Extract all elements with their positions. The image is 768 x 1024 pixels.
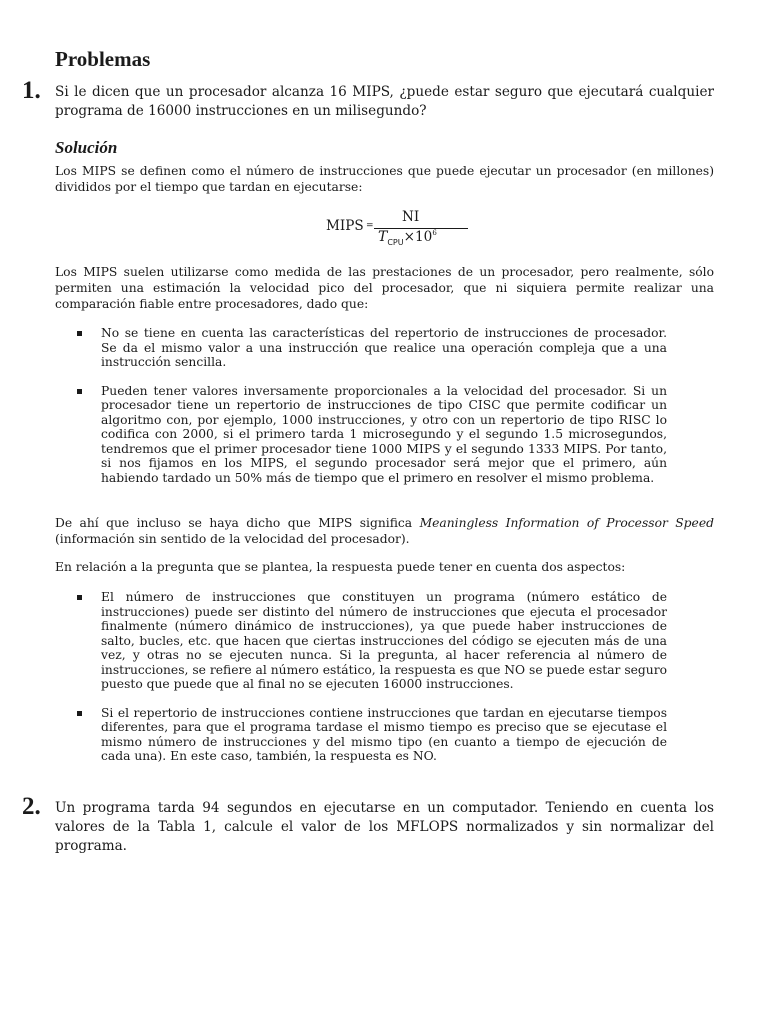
list-item — [55, 706, 667, 764]
formula-exponent: 6 — [432, 229, 437, 237]
mips-meaning-italic: Meaningless Information of Processor Speed — [419, 516, 714, 530]
mips-formula — [326, 209, 466, 249]
solution-label: Solución — [55, 138, 118, 157]
formula-t-subscript: CPU — [387, 238, 404, 247]
mips-meaning-after: (información sin sentido de la velocidad del procesador). — [55, 532, 410, 546]
bullet-icon — [77, 595, 82, 600]
intro-paragraph: Los MIPS se definen como el número de instrucciones que puede ejecutar un procesador (en millones) divididos por el tiempo que tardan en ejecutarse: — [55, 164, 714, 194]
limitations-list — [55, 326, 667, 499]
mips-meaning-before: De ahí que incluso se haya dicho que MIPS significa — [55, 516, 420, 530]
aspects-paragraph: En relación a la pregunta que se plantea, la respuesta puede tener en cuenta dos aspectos: — [55, 560, 626, 574]
formula-base: 10 — [415, 229, 433, 245]
section-heading: Problemas — [55, 47, 151, 71]
formula-times: × — [403, 229, 415, 245]
problem-2-number: 2. — [22, 793, 41, 820]
bullet-icon — [77, 389, 82, 394]
problem-2-text: Un programa tarda 94 segundos en ejecutarse en un computador. Teniendo en cuenta los valores de la Tabla 1, calcule el valor de los MFLOPS normalizados y sin normalizar del programa. — [55, 800, 714, 854]
list-item-text: El número de instrucciones que constituyen un programa (número estático de instrucciones) puede ser distinto del número de instrucciones que ejecuta el procesador finalmente (número dinámico de instrucciones), ya que puede haber instrucciones de salto, bucles, etc. que hacen que ciertas instrucciones del código se ejecuten más de una vez, y otras no se ejecuten nunca. Si la pregunta, al hacer referencia al número de instrucciones, se refiere al número estático, la respuesta es que NO se puede estar seguro puesto que puede que al final no se ejecuten 16000 instrucciones. — [101, 590, 667, 691]
formula-denominator — [378, 229, 437, 245]
list-item-text: Pueden tener valores inversamente proporcionales a la velocidad del procesador. Si un procesador tiene un repertorio de instrucciones de tipo CISC que permite codificar un algoritmo con, por ejemplo, 1000 instrucciones, y otro con un repertorio de tipo RISC lo codifica con 2000, si el primero tarda 1 microsegundo y el segundo 1.5 microsegundos, tendremos que el primer procesador tiene 1000 MIPS y el segundo 1333 MIPS. Por tanto, si nos fijamos en los MIPS, el segundo procesador será mejor que el primero, aún habiendo tardado un 50% más de tiempo que el primero en resolver el mismo problema. — [101, 383, 667, 485]
list-item — [55, 590, 667, 692]
mips-meaning-paragraph — [55, 515, 714, 547]
formula-t-symbol: T — [378, 229, 388, 245]
problem-1-text: Si le dicen que un procesador alcanza 16 MIPS, ¿puede estar seguro que ejecutará cualquier programa de 16000 instrucciones en un milisegundo? — [55, 84, 714, 119]
formula-equals: = — [366, 221, 374, 231]
formula-numerator: NI — [402, 209, 420, 225]
bullet-icon — [77, 331, 82, 336]
bullet-icon — [77, 711, 82, 716]
aspects-list — [55, 590, 667, 778]
list-item-text: No se tiene en cuenta las características del repertorio de instrucciones de procesador. Se da el mismo valor a una instrucción que realice una operación compleja que a una instrucción sencilla. — [101, 326, 667, 369]
list-item — [55, 326, 667, 370]
problem-1-number: 1. — [22, 77, 41, 104]
list-item — [55, 384, 667, 486]
formula-lhs: MIPS — [326, 218, 364, 234]
limitations-paragraph: Los MIPS suelen utilizarse como medida de las prestaciones de un procesador, pero realmente, sólo permiten una estimación la velocidad pico del procesador, que ni siquiera permite realizar una comparación fiable entre procesadores, dado que: — [55, 265, 714, 311]
list-item-text: Si el repertorio de instrucciones contiene instrucciones que tardan en ejecutarse tiempos diferentes, para que el programa tardase el mismo tiempo es preciso que se ejecutase el mismo número de instrucciones y del mismo tipo (en cuanto a tiempo de ejecución de cada una). En este caso, también, la respuesta es NO. — [101, 705, 667, 763]
